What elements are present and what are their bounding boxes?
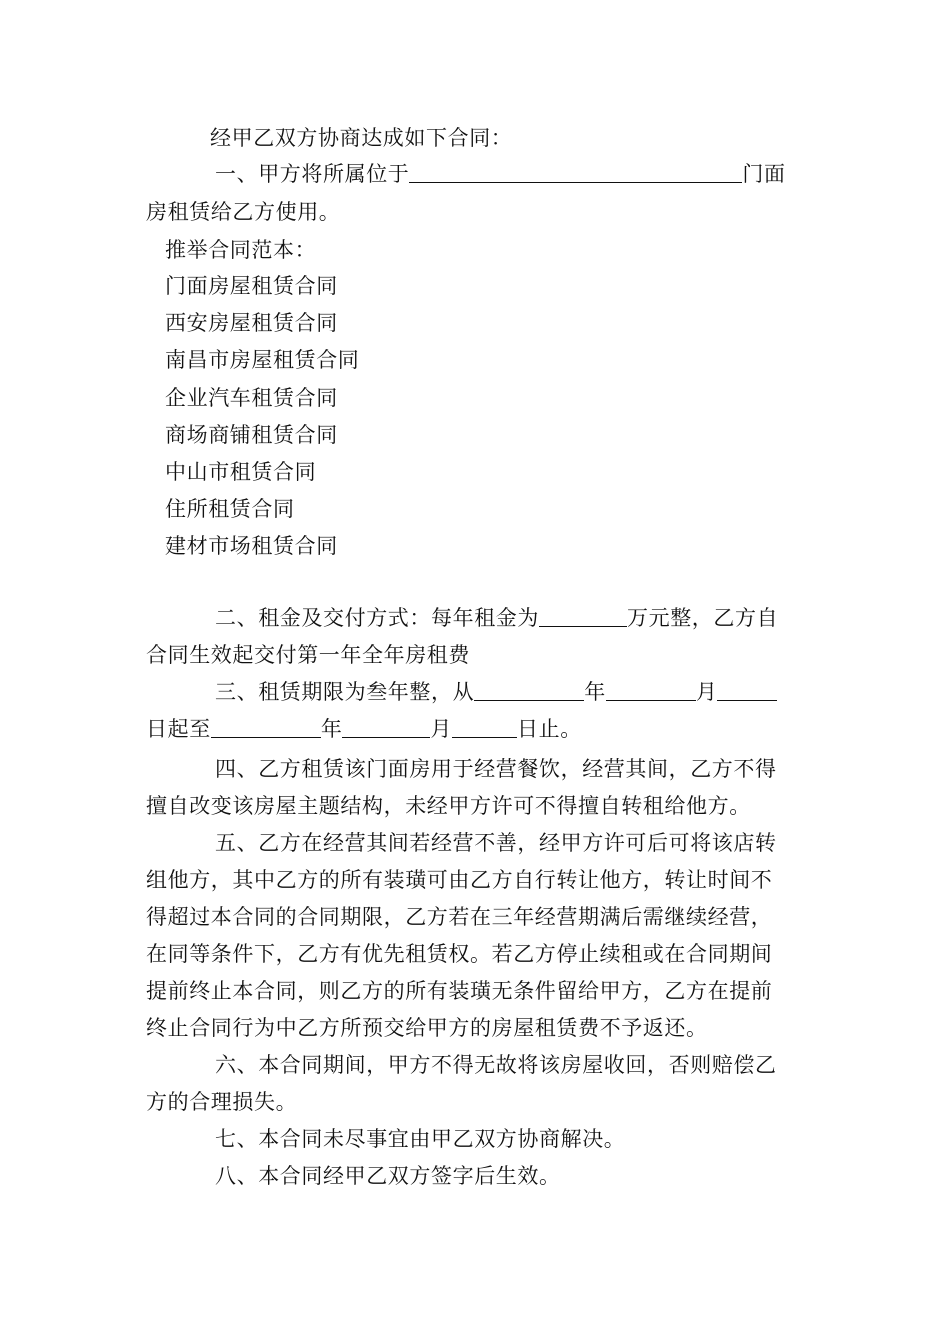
year-label: 年 bbox=[584, 680, 606, 704]
clause-3-line-2-start: 日起至 bbox=[146, 717, 211, 741]
clause-2-line-2: 合同生效起交付第一年全年房租费 bbox=[146, 643, 470, 667]
clause-6-line: 方的合理损失。 bbox=[146, 1090, 298, 1114]
clause-3-end: 日止。 bbox=[517, 717, 582, 741]
recommend-item: 企业汽车租赁合同 bbox=[165, 386, 338, 410]
recommend-item: 住所租赁合同 bbox=[165, 497, 295, 521]
month-label: 月 bbox=[430, 717, 453, 741]
clause-5-line: 得超过本合同的合同期限，乙方若在三年经营期满后需继续经营， bbox=[146, 905, 773, 929]
clause-2-prefix: 二、租金及交付方式：每年租金为 bbox=[215, 606, 539, 630]
clause-5-line: 终止合同行为中乙方所预交给甲方的房屋租赁费不予返还。 bbox=[146, 1016, 708, 1040]
clause-1-suffix: 门面 bbox=[742, 162, 786, 186]
clause-4-line: 擅自改变该房屋主题结构，未经甲方许可不得擅自转租给他方。 bbox=[146, 794, 751, 818]
clause-1-line-1 bbox=[215, 160, 810, 188]
start-month-blank[interactable] bbox=[606, 678, 696, 701]
location-blank[interactable] bbox=[409, 160, 742, 183]
end-year-blank[interactable] bbox=[211, 715, 321, 738]
month-label: 月 bbox=[695, 680, 718, 704]
recommend-item: 西安房屋租赁合同 bbox=[165, 311, 338, 335]
recommend-item: 中山市租赁合同 bbox=[165, 460, 317, 484]
clause-5-line: 五、乙方在经营其间若经营不善，经甲方许可后可将该店转 bbox=[215, 831, 777, 855]
clause-6-line: 六、本合同期间，甲方不得无故将该房屋收回，否则赔偿乙 bbox=[215, 1053, 777, 1077]
recommend-item: 门面房屋租赁合同 bbox=[165, 274, 338, 298]
clause-2-suffix: 万元整，乙方自 bbox=[627, 606, 779, 630]
clause-5-line: 组他方，其中乙方的所有装璜可由乙方自行转让他方，转让时间不 bbox=[146, 868, 773, 892]
clause-8-line: 八、本合同经甲乙双方签字后生效。 bbox=[215, 1164, 561, 1188]
recommend-item: 建材市场租赁合同 bbox=[165, 534, 338, 558]
recommend-heading: 推举合同范本： bbox=[165, 238, 317, 262]
start-day-blank[interactable] bbox=[717, 678, 777, 701]
clause-5-line: 提前终止本合同，则乙方的所有装璜无条件留给甲方，乙方在提前 bbox=[146, 979, 773, 1003]
clause-4-line: 四、乙方租赁该门面房用于经营餐饮，经营其间，乙方不得 bbox=[215, 757, 777, 781]
clause-1-line-2: 房租赁给乙方使用。 bbox=[146, 200, 341, 224]
clause-1-prefix: 一、甲方将所属位于 bbox=[215, 162, 410, 186]
clause-5-line: 在同等条件下，乙方有优先租赁权。若乙方停止续租或在合同期间 bbox=[146, 942, 773, 966]
start-year-blank[interactable] bbox=[474, 678, 584, 701]
recommend-item: 南昌市房屋租赁合同 bbox=[165, 348, 360, 372]
clause-3-line-2 bbox=[146, 715, 810, 743]
clause-2-line-1 bbox=[215, 604, 810, 632]
clause-3-prefix: 三、租赁期限为叁年整，从 bbox=[215, 680, 475, 704]
rent-amount-blank[interactable] bbox=[539, 604, 627, 627]
end-month-blank[interactable] bbox=[342, 715, 430, 738]
intro-text: 经甲乙双方协商达成如下合同： bbox=[210, 126, 513, 150]
end-day-blank[interactable] bbox=[452, 715, 517, 738]
clause-7-line: 七、本合同未尽事宜由甲乙双方协商解决。 bbox=[215, 1127, 626, 1151]
clause-3-line-1 bbox=[215, 678, 810, 706]
recommend-item: 商场商铺租赁合同 bbox=[165, 423, 338, 447]
year-label: 年 bbox=[320, 717, 343, 741]
